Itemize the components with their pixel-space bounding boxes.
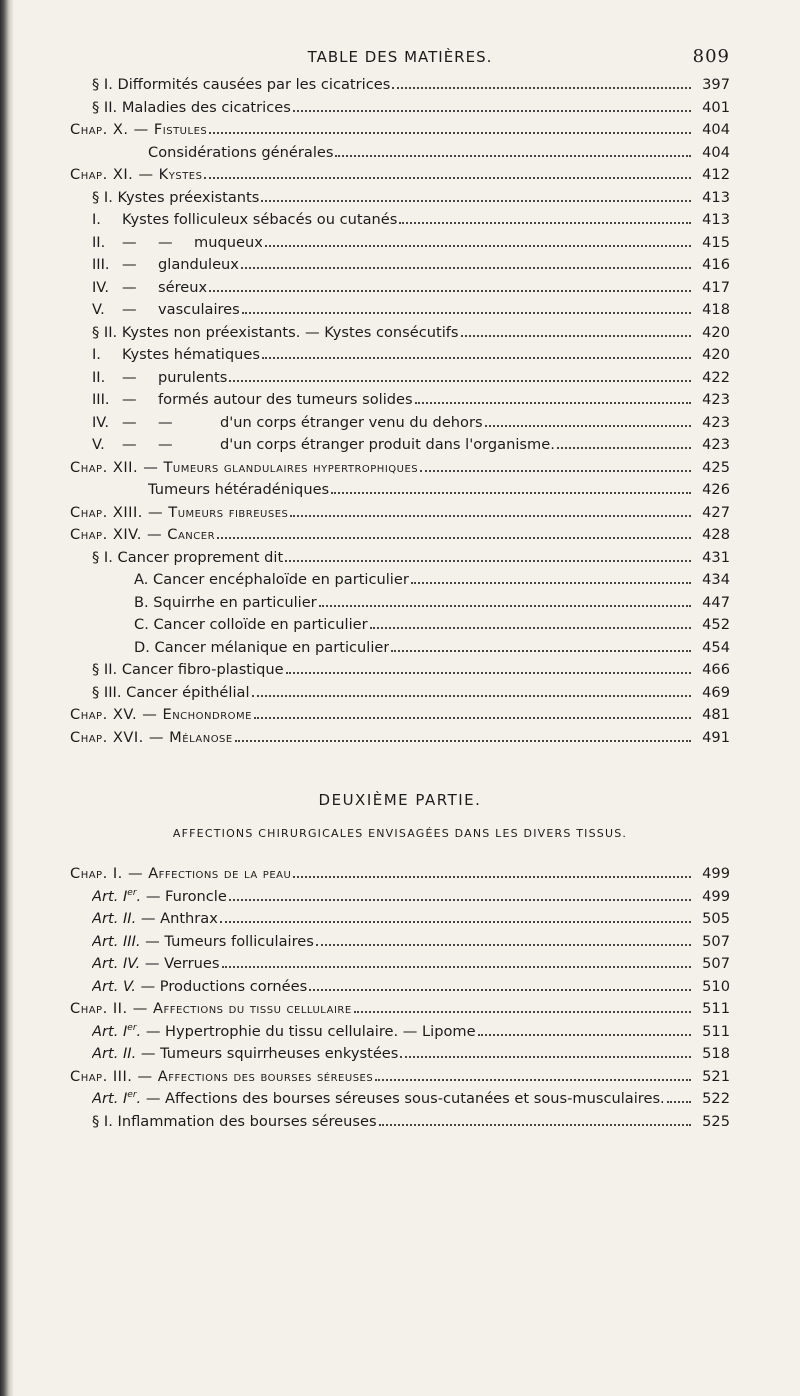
toc-page-ref: 417 [702, 278, 730, 296]
toc-entry: II. — purulents 422 [70, 367, 730, 390]
toc-page-ref: 422 [702, 368, 730, 386]
toc-chapter: Chap. XV. — Enchondrome 481 [70, 704, 730, 727]
toc-page-ref: 413 [702, 211, 730, 228]
toc-entry: I. Kystes folliculeux sébacés ou cutanés 413 [70, 209, 730, 232]
toc-page-ref: 507 [702, 955, 730, 972]
toc-entry: Art. II. — Tumeurs squirrheuses enkystées 518 [70, 1043, 730, 1066]
toc-page-ref: 418 [702, 301, 730, 318]
toc-entry: V. — vasculaires 418 [70, 299, 730, 322]
toc-chapter: Chap. X. — Fistules 404 [70, 119, 730, 142]
page-header [70, 40, 730, 74]
toc-entry: C. Cancer colloïde en particulier 452 [70, 614, 730, 637]
toc-entry: § III. Cancer épithélial 469 [70, 682, 730, 705]
toc-entry: II. — — muqueux 415 [70, 232, 730, 255]
toc-page-ref: 469 [702, 683, 730, 701]
toc-entry: § I. Cancer proprement dit 431 [70, 547, 730, 570]
toc-entry: Art. Ier. — Hypertrophie du tissu cellulaire. — Lipome 511 [70, 1021, 730, 1044]
toc-entry: III. — glanduleux 416 [70, 254, 730, 277]
page-number: 809 [692, 46, 730, 67]
toc-chapter: Chap. XVI. — Mélanose 491 [70, 727, 730, 750]
toc-page-ref: 425 [702, 458, 730, 476]
toc-chapter: Chap. II. — Affections du tissu cellulaire 511 [70, 998, 730, 1021]
toc-chapter: Chap. III. — Affections des bourses séreuses 521 [70, 1066, 730, 1089]
toc-entry: Tumeurs hétéradéniques 426 [70, 479, 730, 502]
part-title: DEUXIÈME PARTIE. [318, 791, 482, 809]
toc-entry: Art. IV. — Verrues 507 [70, 953, 730, 976]
toc-page-ref: 510 [702, 977, 730, 995]
toc-page-ref: 454 [702, 638, 730, 656]
toc-entry: § II. Maladies des cicatrices 401 [70, 97, 730, 120]
toc-chapter: Chap. I. — Affections de la peau 499 [70, 863, 730, 886]
toc-page-ref: 499 [702, 887, 730, 905]
toc-chapter: Chap. XII. — Tumeurs glandulaires hypertrophiques 425 [70, 457, 730, 480]
toc-page-ref: 423 [702, 436, 730, 453]
toc-page-ref: 415 [702, 233, 730, 251]
toc-page-ref: 401 [702, 98, 730, 116]
toc-page-ref: 447 [702, 593, 730, 611]
toc-page-ref: 518 [702, 1045, 730, 1062]
toc-page-ref: 522 [702, 1090, 730, 1107]
toc-page-ref: 491 [702, 728, 730, 746]
toc-page-ref: 423 [702, 391, 730, 408]
toc-entry: IV. — — d'un corps étranger venu du dehors 423 [70, 412, 730, 435]
toc-entry: B. Squirrhe en particulier 447 [70, 592, 730, 615]
toc-entry: Art. V. — Productions cornées 510 [70, 976, 730, 999]
toc-page-ref: 404 [702, 121, 730, 138]
toc-page-ref: 426 [702, 481, 730, 498]
toc-page [70, 40, 730, 1133]
toc-page-ref: 521 [702, 1067, 730, 1085]
toc-page-ref: 511 [702, 1022, 730, 1040]
toc-entry: III. — formés autour des tumeurs solides 423 [70, 389, 730, 412]
toc-page-ref: 431 [702, 548, 730, 566]
toc-chapter: Chap. XIII. — Tumeurs fibreuses 427 [70, 502, 730, 525]
toc-entry: § I. Kystes préexistants 413 [70, 187, 730, 210]
toc-page-ref: 499 [702, 865, 730, 882]
toc-page-ref: 397 [702, 76, 730, 93]
toc-entry: Art. II. — Anthrax 505 [70, 908, 730, 931]
toc-entry: D. Cancer mélanique en particulier 454 [70, 637, 730, 660]
toc-page-ref: 420 [702, 346, 730, 363]
toc-entry: I. Kystes hématiques 420 [70, 344, 730, 367]
toc-entry: § I. Difformités causées par les cicatrices 397 [70, 74, 730, 97]
toc-entry: IV. — séreux 417 [70, 277, 730, 300]
toc-entry: V. — — d'un corps étranger produit dans l'organisme. 423 [70, 434, 730, 457]
toc-entry: § II. Kystes non préexistants. — Kystes consécutifs 420 [70, 322, 730, 345]
toc-entry: Art. Ier. — Affections des bourses séreuses sous-cutanées et sous-musculaires. 522 [70, 1088, 730, 1111]
toc-page-ref: 412 [702, 166, 730, 183]
toc-page-ref: 427 [702, 503, 730, 521]
toc-page-ref: 466 [702, 661, 730, 678]
running-title: TABLE DES MATIÈRES. [307, 48, 493, 66]
toc-entry: Considérations générales 404 [70, 142, 730, 165]
toc-page-ref: 413 [702, 188, 730, 206]
book-binding-edge [0, 0, 14, 1396]
part-subtitle: AFFECTIONS CHIRURGICALES ENVISAGÉES DANS LES DIVERS TISSUS. [172, 827, 628, 840]
toc-entry: A. Cancer encéphaloïde en particulier 434 [70, 569, 730, 592]
toc-page-ref: 525 [702, 1112, 730, 1130]
toc-entry: Art. III. — Tumeurs folliculaires 507 [70, 931, 730, 954]
toc-entry: § II. Cancer fibro-plastique 466 [70, 659, 730, 682]
toc-page-ref: 507 [702, 932, 730, 950]
toc-chapter: Chap. XIV. — Cancer 428 [70, 524, 730, 547]
toc-page-ref: 452 [702, 616, 730, 633]
toc-page-ref: 481 [702, 706, 730, 723]
toc-page-ref: 428 [702, 526, 730, 543]
toc-page-ref: 434 [702, 571, 730, 588]
toc-chapter: Chap. XI. — Kystes 412 [70, 164, 730, 187]
toc-page-ref: 420 [702, 323, 730, 341]
toc-page-ref: 423 [702, 413, 730, 431]
toc-page-ref: 511 [702, 1000, 730, 1017]
toc-page-ref: 416 [702, 256, 730, 273]
toc-page-ref: 404 [702, 143, 730, 161]
toc-entry: § I. Inflammation des bourses séreuses 525 [70, 1111, 730, 1134]
toc-page-ref: 505 [702, 910, 730, 927]
toc-entry: Art. Ier. — Furoncle 499 [70, 886, 730, 909]
